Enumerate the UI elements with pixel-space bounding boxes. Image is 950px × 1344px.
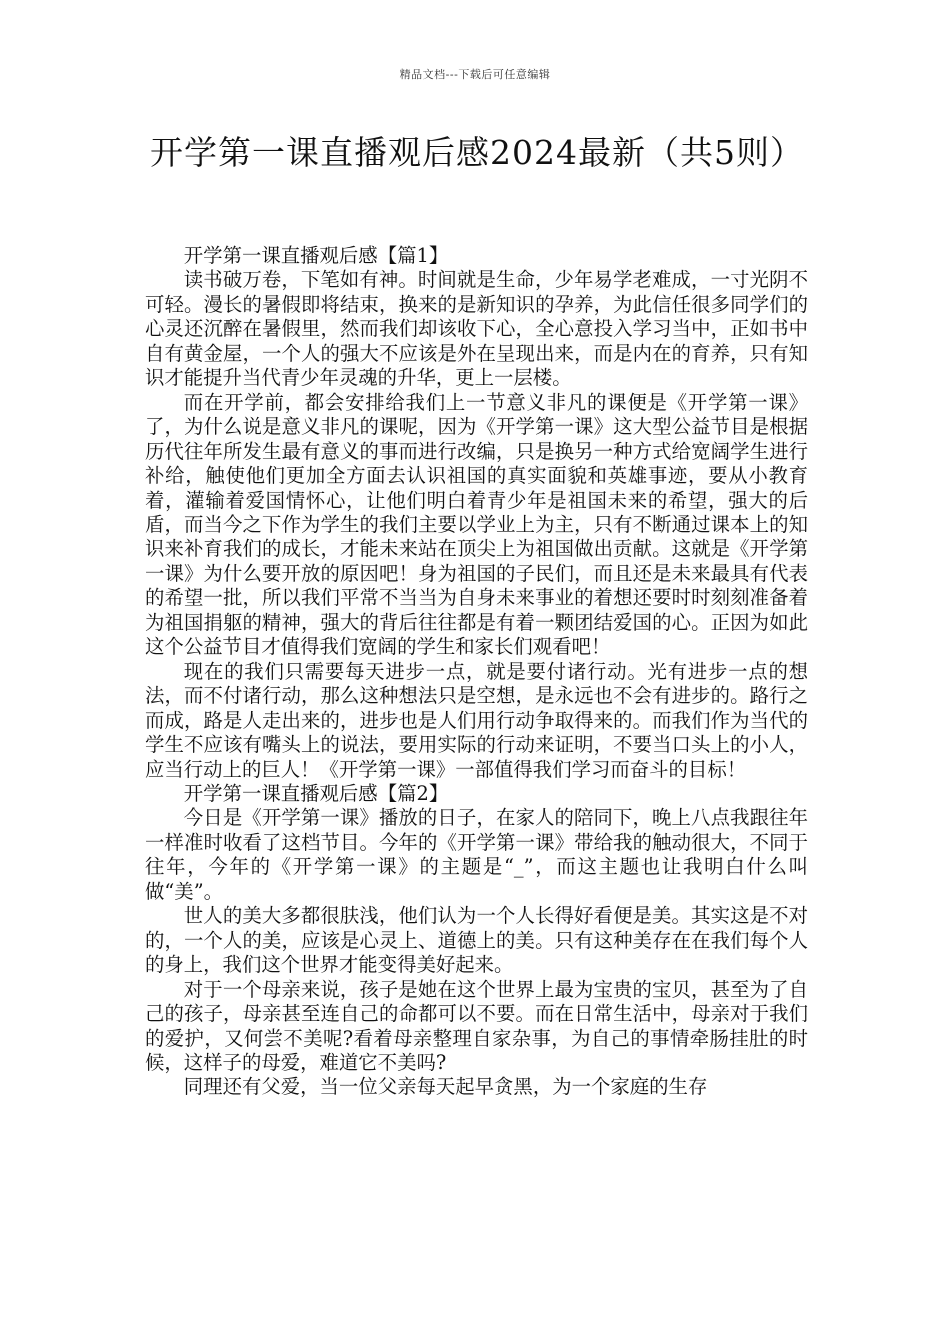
paragraph: 现在的我们只需要每天进步一点，就是要付诸行动。光有进步一点的想法，而不付诸行动，那么这种想法只是空想，是永远也不会有进步的。路行之而成，路是人走出来的，进步也是人们用行动争取得来的。而我们作为当代的学生不应该有嘴头上的说法，要用实际的行动来证明，不要当口头上的小人，应当行动上的巨人！《开学第一课》一部值得我们学习而奋斗的目标！ <box>145 659 808 781</box>
paragraph: 读书破万卷，下笔如有神。时间就是生命，少年易学老难成，一寸光阴不可轻。漫长的暑假即将结束，换来的是新知识的孕养，为此信任很多同学们的心灵还沉醉在暑假里，然而我们却该收下心，全心意投入学习当中，正如书中自有黄金屋，一个人的强大不应该是外在呈现出来，而是内在的育养，只有知识才能提升当代青少年灵魂的升华，更上一层楼。 <box>145 268 808 390</box>
header-note: 精品文档---下载后可任意编辑 <box>399 68 551 81</box>
paragraph: 对于一个母亲来说，孩子是她在这个世界上最为宝贵的宝贝，甚至为了自己的孩子，母亲甚至连自己的命都可以不要。而在日常生活中，母亲对于我们的爱护，又何尝不美呢?看着母亲整理自家杂事，为自己的事情牵肠挂肚的时候，这样子的母爱，难道它不美吗? <box>145 977 808 1074</box>
paragraph: 而在开学前，都会安排给我们上一节意义非凡的课便是《开学第一课》了，为什么说是意义非凡的课呢，因为《开学第一课》这大型公益节目是根据历代往年所发生最有意义的事而进行改编，只是换另一种方式给宽阔学生进行补给，触使他们更加全方面去认识祖国的真实面貌和英雄事迹，要从小教育着，灌输着爱国情怀心，让他们明白着青少年是祖国未来的希望，强大的后盾，而当今之下作为学生的我们主要以学业上为主，只有不断通过课本上的知识来补育我们的成长，才能未来站在顶尖上为祖国做出贡献。这就是《开学第一课》为什么要开放的原因吧！身为祖国的子民们，而且还是未来最具有代表的希望一批，所以我们平常不当当为自身未来事业的着想还要时时刻刻准备着为祖国捐躯的精神，强大的背后往往都是有着一颗团结爱国的心。正因为如此这个公益节目才值得我们宽阔的学生和家长们观看吧！ <box>145 390 808 659</box>
paragraph: 同理还有父爱，当一位父亲每天起早贪黑，为一个家庭的生存 <box>183 1075 708 1099</box>
paragraph: 今日是《开学第一课》播放的日子，在家人的陪同下，晚上八点我跟往年一样准时收看了这档节目。今年的《开学第一课》带给我的触动很大，不同于往年，今年的《开学第一课》的主题是“_”，而这主题也让我明白什么叫做“美”。 <box>145 806 808 903</box>
document-title: 开学第一课直播观后感2024最新（共5则） <box>150 133 804 172</box>
document-body <box>145 244 808 1100</box>
section-heading-2: 开学第一课直播观后感【篇2】 <box>183 781 449 805</box>
paragraph: 世人的美大多都很肤浅，他们认为一个人长得好看便是美。其实这是不对的，一个人的美，应该是心灵上、道德上的美。只有这种美存在在我们每个人的身上，我们这个世界才能变得美好起来。 <box>145 904 808 977</box>
section-heading-1: 开学第一课直播观后感【篇1】 <box>183 244 449 267</box>
